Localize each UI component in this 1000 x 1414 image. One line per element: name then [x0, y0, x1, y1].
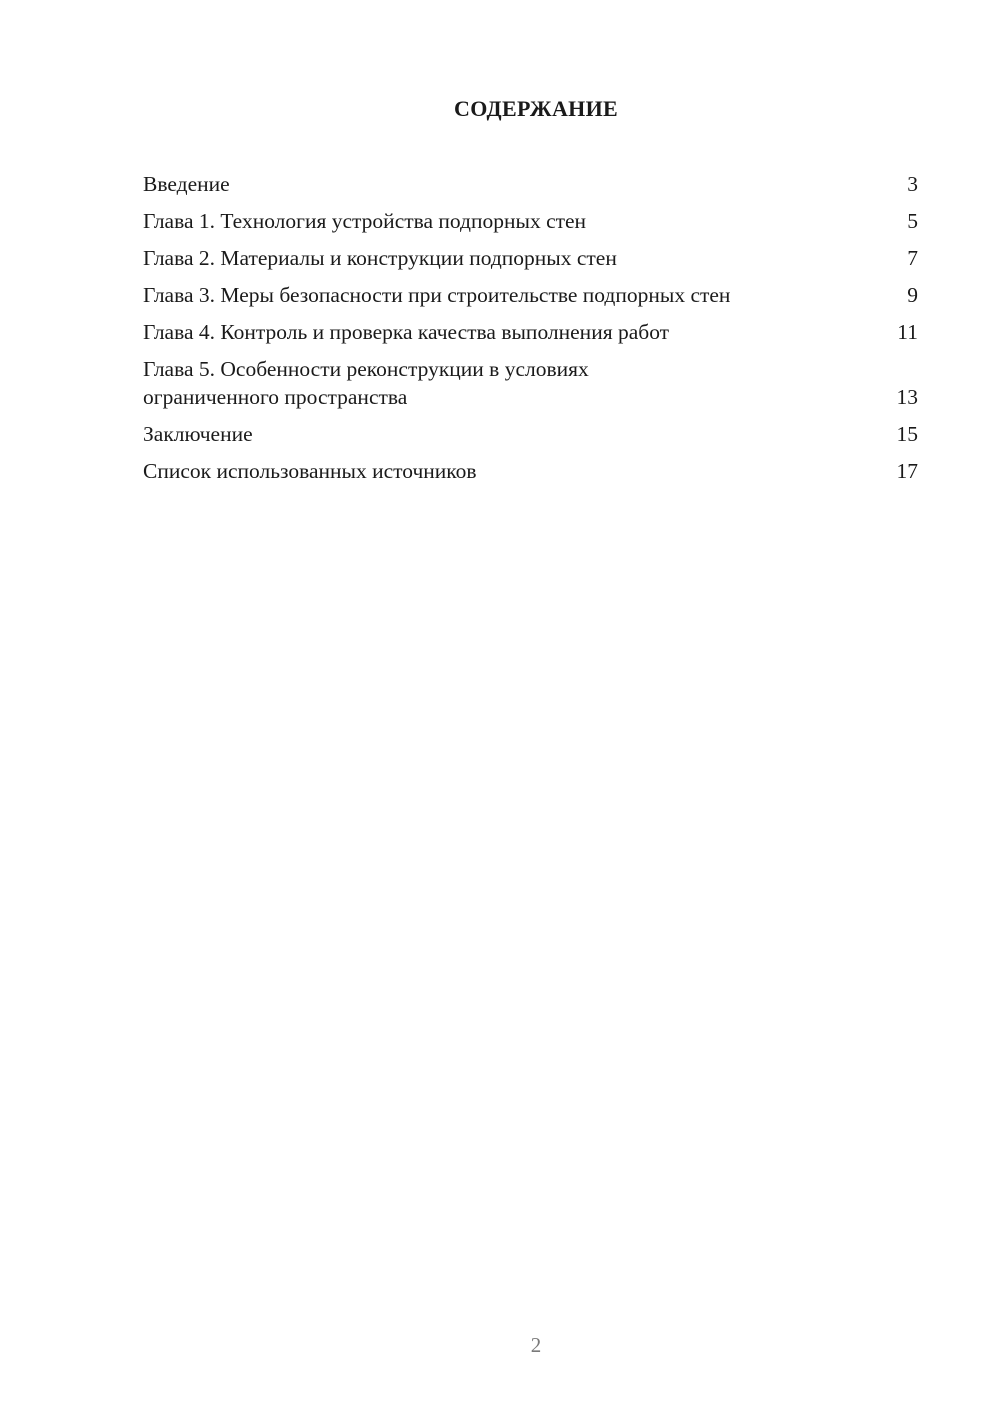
toc-entry-page: 3 — [907, 172, 918, 196]
toc-entry-chapter-2 — [143, 244, 918, 272]
toc-entry-title: Список использованных источников — [143, 459, 477, 483]
toc-entry-title: Глава 5. Особенности реконструкции в условиях ограниченного пространства — [143, 357, 589, 409]
toc-entry-title: Глава 1. Технология устройства подпорных стен — [143, 209, 587, 233]
table-of-contents — [143, 170, 918, 494]
toc-entry-page: 11 — [897, 320, 918, 344]
toc-entry-page: 5 — [907, 209, 918, 233]
toc-entry-page: 9 — [907, 283, 918, 307]
toc-entry-page: 15 — [896, 422, 918, 446]
toc-entry-title: Заключение — [143, 422, 253, 446]
toc-entry-title: Глава 3. Меры безопасности при строительстве подпорных стен — [143, 283, 731, 307]
page-number: 2 — [530, 1333, 542, 1357]
toc-entry-conclusion — [143, 420, 918, 448]
toc-entry-introduction — [143, 170, 918, 198]
toc-entry-page: 7 — [907, 246, 918, 270]
toc-entry-page: 17 — [896, 459, 918, 483]
toc-entry-chapter-1 — [143, 207, 918, 235]
toc-entry-references — [143, 457, 918, 485]
toc-entry-title: Глава 2. Материалы и конструкции подпорных стен — [143, 246, 617, 270]
toc-entry-chapter-4 — [143, 318, 918, 346]
toc-entry-chapter-3 — [143, 281, 918, 309]
toc-entry-title: Глава 4. Контроль и проверка качества выполнения работ — [143, 320, 670, 344]
toc-entry-title: Введение — [143, 172, 230, 196]
toc-heading: СОДЕРЖАНИЕ — [454, 96, 618, 121]
toc-entry-chapter-5 — [143, 355, 918, 411]
toc-entry-page: 13 — [896, 385, 918, 409]
